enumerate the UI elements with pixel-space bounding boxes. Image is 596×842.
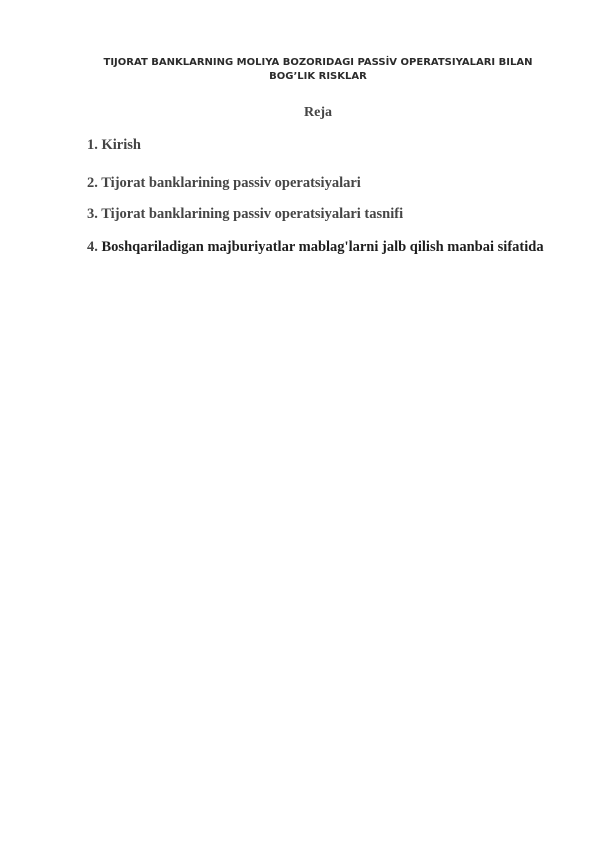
plan-item-text: Tijorat banklarining passiv operatsiyalari tasnifi xyxy=(101,206,404,222)
plan-item-number: 3. xyxy=(87,206,98,222)
plan-item-4 xyxy=(87,239,547,256)
document-title-line-1: TIJORAT BANKLARNING MOLIYA BOZORIDAGI PASSİV OPERATSIYALARI BILAN xyxy=(103,57,533,68)
plan-item-number: 4. xyxy=(87,239,98,255)
plan-item-number: 2. xyxy=(87,175,98,191)
plan-item-3 xyxy=(87,206,547,223)
plan-heading: Reja xyxy=(304,105,332,120)
plan-item-text: Kirish xyxy=(101,137,141,153)
document-title xyxy=(70,56,566,84)
plan-item-1 xyxy=(87,137,547,154)
plan-item-text: Tijorat banklarining passiv operatsiyalari xyxy=(101,175,361,191)
document-title-line-2: BOG’LIK RISKLAR xyxy=(269,71,367,82)
plan-item-2 xyxy=(87,175,547,192)
plan-item-text: Boshqariladigan majburiyatlar mablag'larni jalb qilish manbai sifatida xyxy=(101,239,544,255)
plan-item-number: 1. xyxy=(87,137,98,153)
